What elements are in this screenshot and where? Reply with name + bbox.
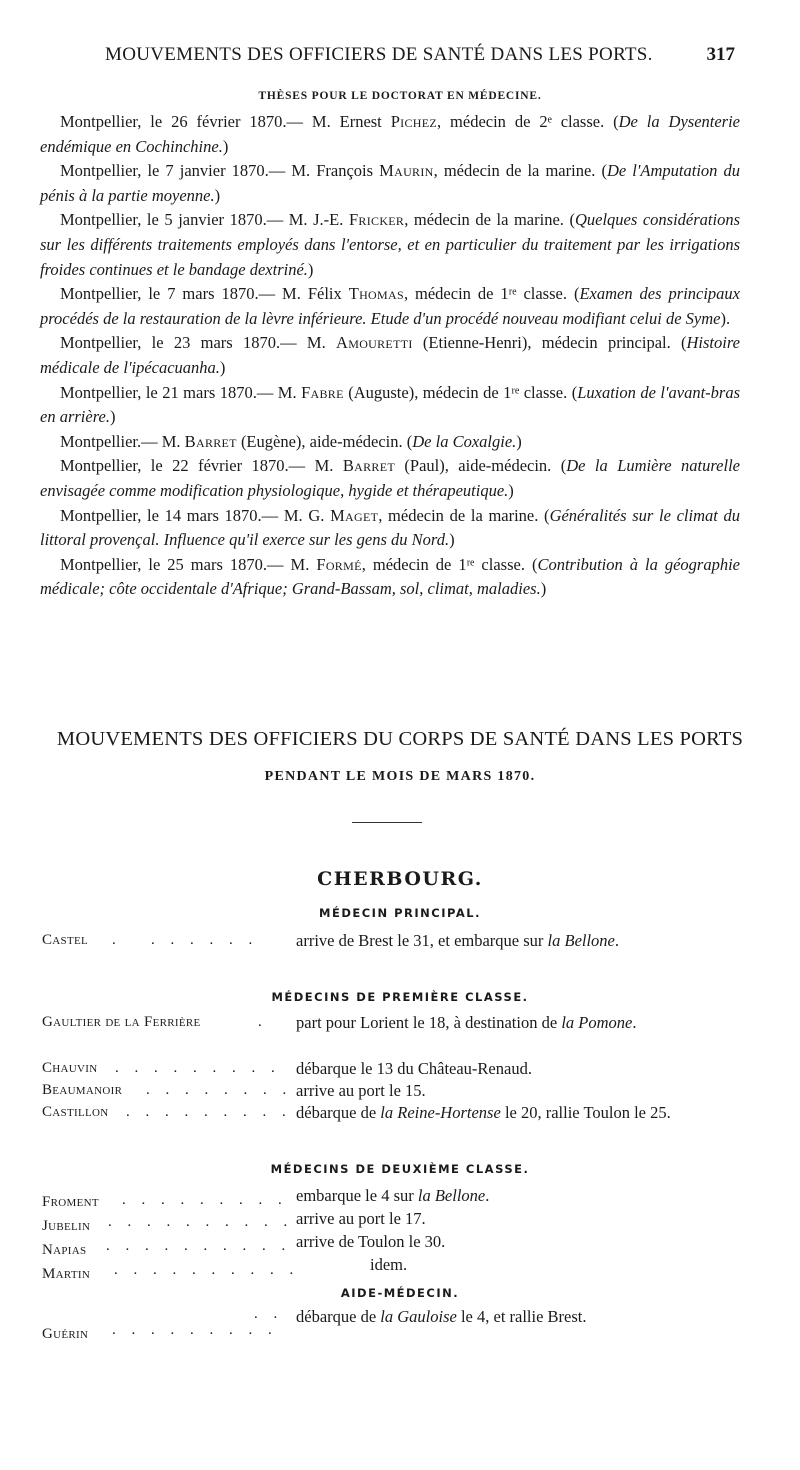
thesis-entry: Montpellier, le 5 janvier 1870.— M. J.-E. Fricker, médecin de la marine. (Quelques considérations sur les différents traitements employés dans l'entorse, et en particulier du traitement par les irrigations froides continues et le bandage dextriné.) (40, 210, 740, 279)
thesis-title: De l'Amputation du pénis à la partie moyenne. (40, 161, 740, 205)
dot-leader: . . . . . . . . . . (108, 1214, 294, 1230)
dot-leader: . . . . . . . . . . (114, 1262, 300, 1278)
thesis-entry: Montpellier, le 23 mars 1870.— M. Amouretti (Etienne-Henri), médecin principal. (Histoire médicale de l'ipécacuanha.) (40, 333, 740, 377)
rank-heading: MÉDECIN PRINCIPAL. (319, 906, 481, 920)
running-head (105, 44, 735, 74)
movement-entry: arrive au port le 17. (296, 1209, 426, 1228)
dot-leader: . . (254, 1306, 284, 1322)
thesis-title: Quelques considérations sur les différents traitements employés dans l'entorse, et en particulier du traitement par les irrigations froides continues et le bandage dextriné. (40, 210, 740, 279)
author-name: Maget (330, 505, 379, 525)
author-name: Fabre (301, 382, 344, 402)
thesis-title: Contribution à la géographie médicale; côte occidentale d'Afrique; Grand-Bassam, sol, climat, maladies. (40, 554, 741, 599)
officer-name: Castel (42, 932, 89, 948)
thesis-entry: Montpellier.— M. Barret (Eugène), aide-médecin. (De la Coxalgie.) (60, 431, 522, 451)
movement-entry: embarque le 4 sur la Bellone. (296, 1186, 490, 1205)
theses-list (40, 110, 740, 602)
thesis-title: Luxation de l'avant-bras en arrière. (40, 382, 740, 427)
author-name: Thomas (348, 284, 404, 304)
section-subtitle: PENDANT LE MOIS DE MARS 1870. (264, 769, 536, 784)
section-title: MOUVEMENTS DES OFFICIERS DU CORPS DE SANTÉ DANS LES PORTS (56, 728, 744, 750)
author-name: Formé (316, 554, 362, 574)
thesis-entry: Montpellier, le 7 mars 1870.— M. Félix Thomas, médecin de 1ʳᵉ classe. (Examen des principaux procédés de la restauration de la lèvre inférieure. Etude d'un procédé nouveau modifiant celui de Syme). (40, 284, 741, 328)
movement-entry: débarque de la Gauloise le 4, et rallie Brest. (296, 1307, 587, 1326)
running-head-title: MOUVEMENTS DES OFFICIERS DE SANTÉ DANS LES PORTS. (105, 44, 653, 65)
officer-name: Chauvin (42, 1060, 98, 1076)
thesis-title: De la Lumière naturelle envisagée comme modification physiologique, hygide et thérapeutique. (40, 456, 740, 500)
theses-heading: THÈSES POUR LE DOCTORAT EN MÉDECINE. (258, 90, 542, 102)
dot-leader: . . . . . . . . . (122, 1192, 288, 1208)
movement-entry: idem. (370, 1255, 408, 1274)
rank-heading: MÉDECINS DE PREMIÈRE CLASSE. (271, 990, 529, 1004)
rank-heading: MÉDECINS DE DEUXIÈME CLASSE. (270, 1162, 530, 1176)
author-name: Barret (342, 456, 395, 476)
officer-name: Napias (42, 1242, 87, 1258)
thesis-title: Examen des principaux procédés de la restauration de la lèvre inférieure. Etude d'un procédé nouveau modifiant celui de Syme (40, 284, 741, 328)
author-name: Amouretti (336, 333, 413, 353)
author-name: Maurin (379, 161, 434, 181)
thesis-entry: Montpellier, le 26 février 1870.— M. Ernest Pichez, médecin de 2ᵉ classe. (De la Dysenterie endémique en Cochinchine.) (40, 112, 741, 156)
dot-leader: . . . . . . . . . (112, 1322, 278, 1338)
thesis-title: De la Dysenterie endémique en Cochinchine. (40, 112, 741, 156)
rank-heading: AIDE-MÉDECIN. (340, 1286, 460, 1300)
thesis-entry: Montpellier, le 7 janvier 1870.— M. François Maurin, médecin de la marine. (De l'Amputation du pénis à la partie moyenne.) (40, 161, 740, 205)
movement-entry: arrive de Brest le 31, et embarque sur la Bellone. (296, 931, 620, 950)
dot-leader: . (258, 1014, 268, 1030)
officer-name: Jubelin (42, 1218, 91, 1234)
section-divider (352, 822, 422, 823)
author-name: Fricker (348, 210, 405, 230)
author-name: Pichez (390, 112, 437, 131)
movement-entry: débarque le 13 du Château-Renaud. (296, 1059, 532, 1078)
dot-leader: . . . . . . . . . (126, 1104, 292, 1120)
thesis-entry: Montpellier, le 22 février 1870.— M. Barret (Paul), aide-médecin. (De la Lumière naturelle envisagée comme modification physiologique, hygide et thérapeutique.) (40, 456, 740, 500)
dot-leader: . . . . . . . . . . (106, 1238, 292, 1254)
page-number: 317 (706, 44, 735, 65)
movement-entry: part pour Lorient le 18, à destination de la Pomone. (296, 1013, 637, 1032)
officer-name: Beaumanoir (42, 1082, 123, 1098)
movement-entry: débarque de la Reine-Hortense le 20, rallie Toulon le 25. (296, 1103, 671, 1122)
movement-entry: arrive de Toulon le 30. (296, 1232, 446, 1251)
officer-name: Martin (42, 1266, 91, 1282)
officer-name: Castillon (42, 1104, 109, 1120)
officer-name: Froment (42, 1194, 99, 1210)
officer-name: Guérin (42, 1326, 89, 1342)
thesis-entry: Montpellier, le 14 mars 1870.— M. G. Maget, médecin de la marine. (Généralités sur le climat du littoral provençal. Influence qu'il exerce sur les gens du Nord.) (40, 505, 740, 550)
officer-name: Gaultier de la Ferrière (42, 1014, 201, 1030)
author-name: Barret (184, 431, 237, 451)
thesis-title: De la Coxalgie. (412, 431, 517, 451)
dot-leader: . . . . . . . (112, 932, 259, 948)
movement-entry: arrive au port le 15. (296, 1081, 426, 1100)
thesis-title: Généralités sur le climat du littoral provençal. Influence qu'il exerce sur les gens du Nord. (40, 505, 740, 550)
dot-leader: . . . . . . . . (146, 1082, 293, 1098)
dot-leader: . . . . . . . . . (115, 1060, 281, 1076)
thesis-entry: Montpellier, le 25 mars 1870.— M. Formé, médecin de 1ʳᵉ classe. (Contribution à la géographie médicale; côte occidentale d'Afrique; Grand-Bassam, sol, climat, maladies.) (40, 554, 741, 599)
thesis-entry: Montpellier, le 21 mars 1870.— M. Fabre (Auguste), médecin de 1ʳᵉ classe. (Luxation de l'avant-bras en arrière.) (40, 382, 740, 427)
thesis-title: Histoire médicale de l'ipécacuanha. (40, 333, 740, 377)
port-heading: CHERBOURG. (317, 868, 483, 890)
